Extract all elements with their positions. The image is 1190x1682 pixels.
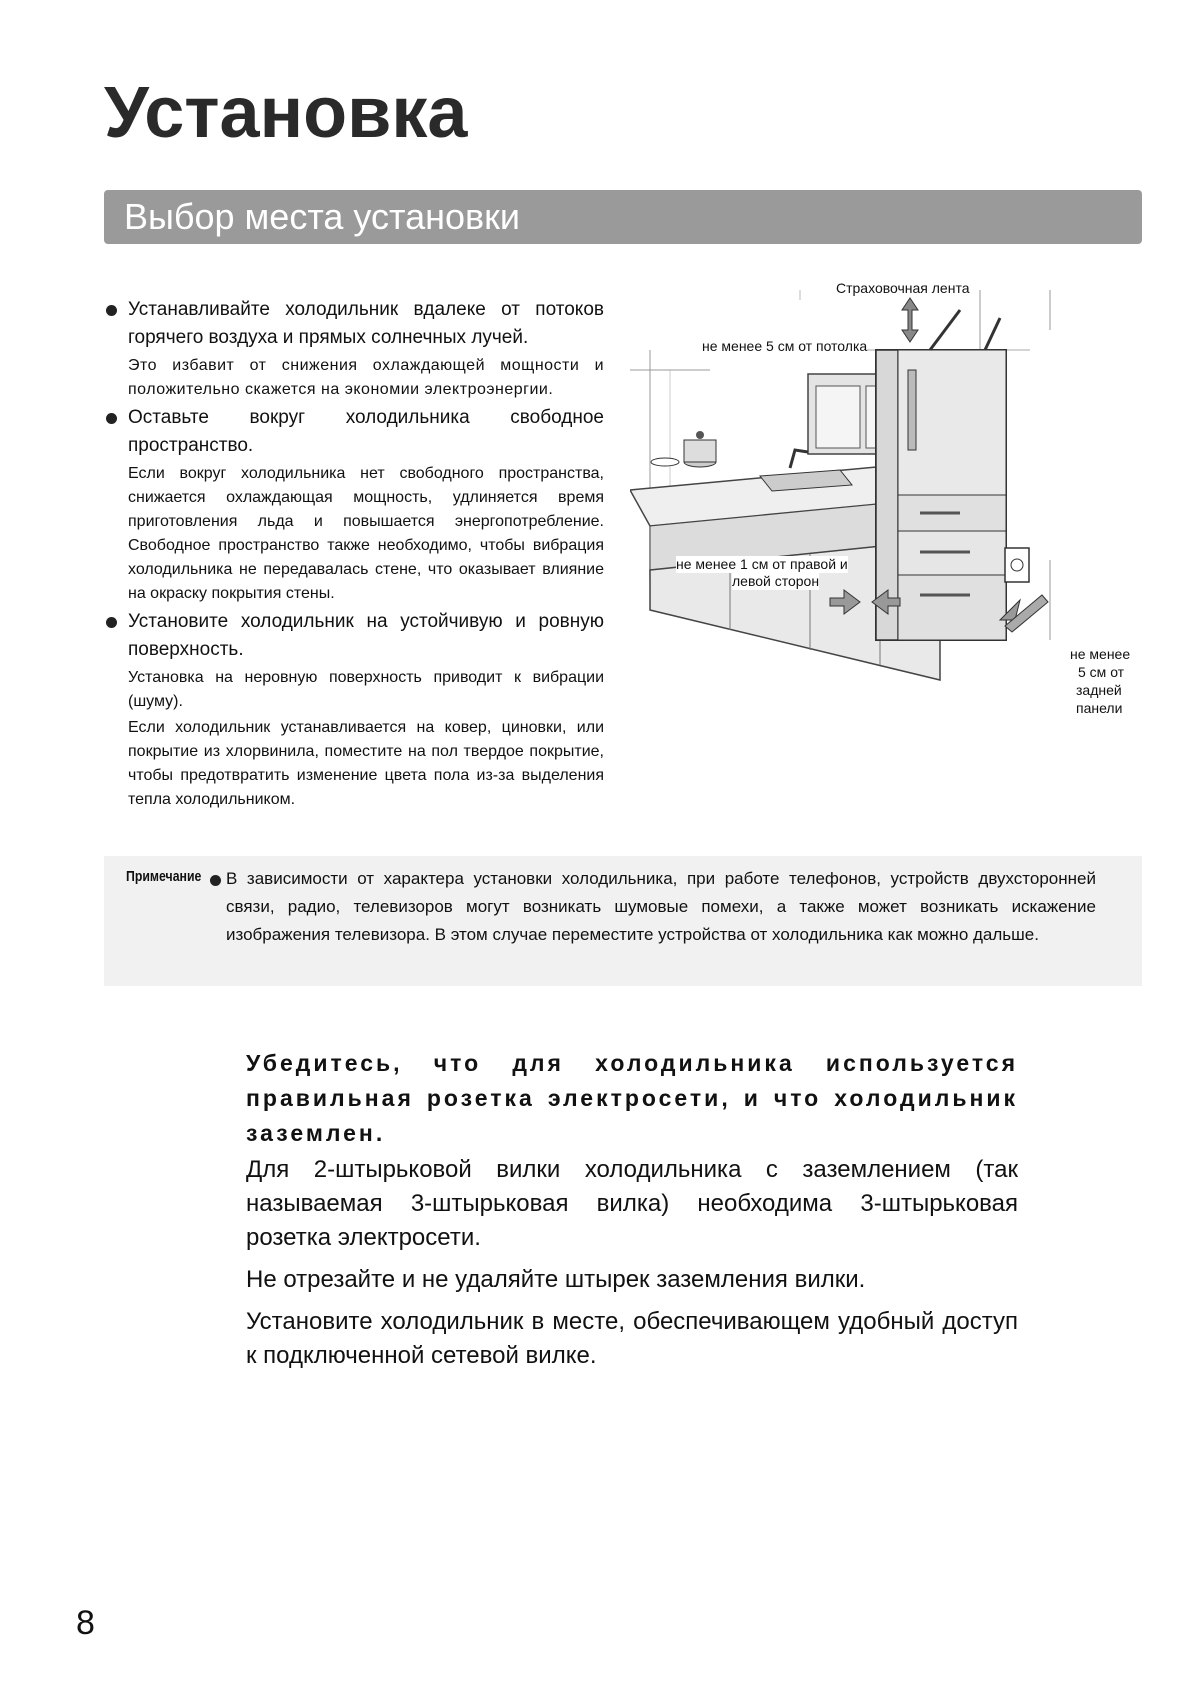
back-gap-label-line2: 5 см от [1078, 664, 1125, 680]
tip-item [104, 404, 604, 606]
tip-heading: Устанавливайте холодильник вдалеке от потоков горячего воздуха и прямых солнечных лучей. [128, 299, 604, 348]
top-gap-label: не менее 5 см от потолка [702, 338, 868, 354]
note-text: В зависимости от характера установки холодильника, при работе телефонов, устройств двухсторонней связи, радио, телевизоров могут возникать шумовые помехи, а также может возникать искажение изображения телевизора. В этом случае переместите устройства от холодильника как можно дальше. [226, 869, 1096, 944]
bullet-icon [210, 875, 221, 886]
plug-paragraph: Установите холодильник в месте, обеспечивающем удобный доступ к подключенной сетевой вилке. [246, 1308, 1018, 1369]
section-title: Выбор места установки [124, 196, 521, 237]
bullet-icon [106, 617, 117, 628]
installation-tips [104, 296, 604, 814]
plug-paragraph: Для 2-штырьковой вилки холодильника с заземлением (так называемая 3-штырьковая вилка) необходима 3-штырьковая розетка электросети. [246, 1156, 1018, 1251]
plug-paragraph: Не отрезайте и не удаляйте штырек заземления вилки. [246, 1266, 866, 1293]
bullet-icon [106, 305, 117, 316]
bullet-icon [106, 413, 117, 424]
side-gap-label-line2: левой сторон [732, 573, 820, 589]
tip-item [104, 608, 604, 812]
note-box [104, 856, 1142, 986]
page-title: Установка [104, 73, 468, 153]
back-gap-label-line1: не менее [1070, 646, 1131, 662]
power-outlet-section [246, 1046, 1018, 1381]
safety-strap-label: Страховочная лента [836, 280, 970, 296]
tip-item [104, 296, 604, 402]
tip-body: Если вокруг холодильника нет свободного пространства, снижается охлаждающая мощность, удлиняется время приготовления льда и повышается энергопотребление. Свободное пространство также необходимо, чтобы вибрация холодильника не передавалась стене, что оказывает влияние на окраску покрытия стены. [128, 465, 604, 602]
note-label: Примечание [126, 868, 202, 885]
tip-body: Установка на неровную поверхность приводит к вибрации (шуму). [128, 669, 604, 710]
section-header [104, 190, 1142, 244]
tip-body: Если холодильник устанавливается на ковер, циновки, или покрытие из хлорвинила, поместите на пол твердое покрытие, чтобы предотвратить изменение цвета пола из-за выделения тепла холодильником. [128, 719, 604, 808]
plug-heading: Убедитесь, что для холодильника используется правильная розетка электросети, и что холодильник заземлен. [246, 1050, 1018, 1146]
page-number: 8 [76, 1604, 95, 1642]
side-gap-label-line1: не менее 1 см от правой и [676, 556, 848, 572]
tip-heading: Оставьте вокруг холодильника свободное пространство. [128, 407, 604, 456]
back-gap-label-line3: задней [1076, 682, 1122, 698]
back-gap-label-line4: панели [1076, 700, 1123, 716]
tip-body: Это избавит от снижения охлаждающей мощности и положительно скажется на экономии электроэнергии. [128, 357, 604, 398]
tip-heading: Установите холодильник на устойчивую и ровную поверхность. [128, 611, 604, 660]
kitchen-illustration [630, 290, 1150, 770]
installation-diagram [630, 280, 1150, 770]
